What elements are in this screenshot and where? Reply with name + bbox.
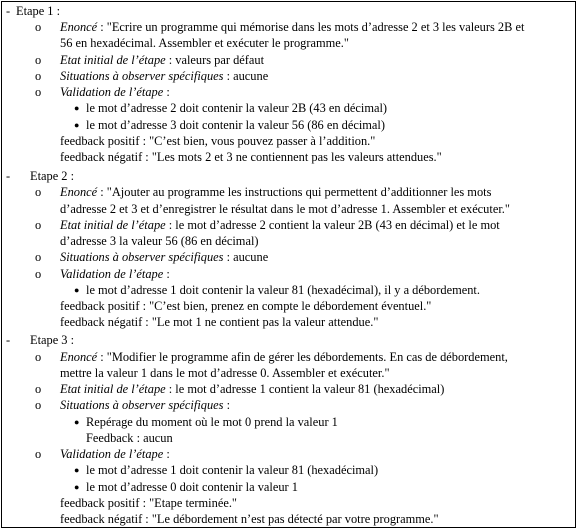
bullet-marker: ● <box>74 481 80 492</box>
feedback-negatif: feedback négatif : "Les mots 2 et 3 ne contiennent pas les valeurs attendues." <box>60 150 442 165</box>
etape3-title: Etape 3 : <box>30 333 75 348</box>
enonce-text-cont: mettre la valeur 1 dans le mot d’adresse 0. Assembler et exécuter." <box>60 365 390 380</box>
circle-marker: o <box>35 447 42 462</box>
dash-marker: - <box>6 4 11 18</box>
bullet-text: le mot d’adresse 1 doit contenir la valeur 81 (hexadécimal), il y a débordement. <box>86 282 480 297</box>
circle-marker: o <box>35 398 42 413</box>
bullet-text: le mot d’adresse 2 doit contenir la valeur 2B (43 en décimal) <box>86 101 388 116</box>
circle-marker: o <box>35 382 42 397</box>
etape2-feedback-positif <box>2 298 577 314</box>
situations-text: : aucune <box>223 250 269 265</box>
bullet-marker: ● <box>74 103 80 114</box>
etape3-bullet-2 <box>2 479 577 495</box>
bullet-text: le mot d’adresse 1 doit contenir la valeur 81 (hexadécimal) <box>86 463 379 478</box>
feedback-negatif: feedback négatif : "Le mot 1 ne contient pas la valeur attendue." <box>60 315 379 330</box>
etape3-bullet-1 <box>2 462 577 478</box>
enonce-label: Enoncé <box>60 349 98 364</box>
etat-text: : le mot d’adresse 1 contient la valeur 81 (hexadécimal) <box>165 382 445 397</box>
bullet-marker: ● <box>74 119 80 130</box>
etape2-enonce-cont <box>2 201 577 217</box>
etape2-validation <box>2 266 577 282</box>
validation-suffix: : <box>163 266 170 281</box>
etape2-heading <box>2 168 577 184</box>
etape2-bullet-1 <box>2 282 577 298</box>
document-frame <box>1 1 576 528</box>
circle-marker: o <box>35 349 42 364</box>
etape3-situations-bullet-1 <box>2 414 577 430</box>
etape3-enonce <box>2 349 577 365</box>
etape3-validation <box>2 446 577 462</box>
feedback-positif: feedback positif : "C’est bien, vous pouvez passer à l’addition." <box>60 133 376 148</box>
situations-label: Situations à observer spécifiques <box>60 398 224 413</box>
circle-marker: o <box>35 68 42 83</box>
feedback-negatif: feedback négatif : "Le débordement n’est pas détecté par votre programme." <box>60 512 439 526</box>
enonce-text-cont: d’adresse 2 et 3 et d’enregistrer le résultat dans le mot d’adresse 1. Assembler et exécuter." <box>60 201 510 216</box>
validation-label: Validation de l’étape <box>60 266 164 281</box>
validation-label: Validation de l’étape <box>60 447 164 462</box>
etape1-situations <box>2 68 577 84</box>
situations-text: : aucune <box>223 68 269 83</box>
validation-label: Validation de l’étape <box>60 85 164 100</box>
enonce-label: Enoncé <box>60 20 98 35</box>
etat-text-cont: d’adresse 3 la valeur 56 (86 en décimal) <box>60 234 259 249</box>
etape3-etat <box>2 381 577 397</box>
feedback-positif: feedback positif : "Etape terminée." <box>60 495 237 510</box>
situations-feedback: Feedback : aucun <box>86 430 173 445</box>
etape3-situations-feedback <box>2 430 577 446</box>
etape1-feedback-positif <box>2 133 577 149</box>
etape3-heading <box>2 332 577 348</box>
etape2-etat <box>2 217 577 233</box>
enonce-label: Enoncé <box>60 185 98 200</box>
situations-label: Situations à observer spécifiques <box>60 250 224 265</box>
etape1-validation <box>2 84 577 100</box>
etape3-situations <box>2 397 577 413</box>
bullet-marker: ● <box>74 465 80 476</box>
validation-suffix: : <box>163 447 170 462</box>
bullet-text: le mot d’adresse 3 doit contenir la valeur 56 (86 en décimal) <box>86 117 385 132</box>
etat-text: : le mot d’adresse 2 contient la valeur 2B (43 en décimal) et le mot <box>165 217 500 232</box>
etat-text: : valeurs par défaut <box>165 52 265 67</box>
etat-label: Etat initial de l’étape <box>60 217 166 232</box>
bullet-text: le mot d’adresse 0 doit contenir la valeur 1 <box>86 479 298 494</box>
etape1-feedback-negatif <box>2 149 577 165</box>
etape2-title: Etape 2 : <box>30 169 75 184</box>
dash-marker: - <box>6 169 11 184</box>
etape1-enonce <box>2 19 577 35</box>
etape3-feedback-positif <box>2 495 577 511</box>
etape3-feedback-negatif <box>2 511 577 527</box>
etape1-bullet-2 <box>2 117 577 133</box>
etape2-situations <box>2 249 577 265</box>
circle-marker: o <box>35 266 42 281</box>
situations-suffix: : <box>223 398 231 413</box>
bullet-text: Repérage du moment où le mot 0 prend la valeur 1 <box>86 414 338 429</box>
etape2-etat-cont <box>2 233 577 249</box>
etape1-enonce-cont <box>2 35 577 51</box>
enonce-text: : "Modifier le programme afin de gérer les débordements. En cas de débordement, <box>97 349 508 364</box>
etape1-heading <box>2 3 577 19</box>
etat-label: Etat initial de l’étape <box>60 52 166 67</box>
etape1-etat <box>2 52 577 68</box>
circle-marker: o <box>35 217 42 232</box>
bullet-marker: ● <box>74 284 80 295</box>
etape1-bullet-1 <box>2 100 577 116</box>
circle-marker: o <box>35 52 42 67</box>
feedback-positif: feedback positif : "C’est bien, prenez en compte le débordement éventuel." <box>60 299 432 313</box>
etat-label: Etat initial de l’étape <box>60 382 166 397</box>
circle-marker: o <box>35 250 42 265</box>
validation-suffix: : <box>163 85 170 100</box>
enonce-text: : "Ecrire un programme qui mémorise dans les mots d’adresse 2 et 3 les valeurs 2B et <box>97 20 525 35</box>
etape1-title: Etape 1 : <box>16 4 61 18</box>
circle-marker: o <box>35 85 42 100</box>
circle-marker: o <box>35 185 42 200</box>
dash-marker: - <box>6 333 11 348</box>
bullet-marker: ● <box>74 416 80 427</box>
etape2-enonce <box>2 184 577 200</box>
enonce-text: : "Ajouter au programme les instructions qui permettent d’additionner les mots <box>97 185 492 200</box>
situations-label: Situations à observer spécifiques <box>60 68 224 83</box>
etape3-enonce-cont <box>2 365 577 381</box>
enonce-text-cont: 56 en hexadécimal. Assembler et exécuter le programme." <box>60 36 349 51</box>
circle-marker: o <box>35 20 42 35</box>
etape2-feedback-negatif <box>2 314 577 330</box>
